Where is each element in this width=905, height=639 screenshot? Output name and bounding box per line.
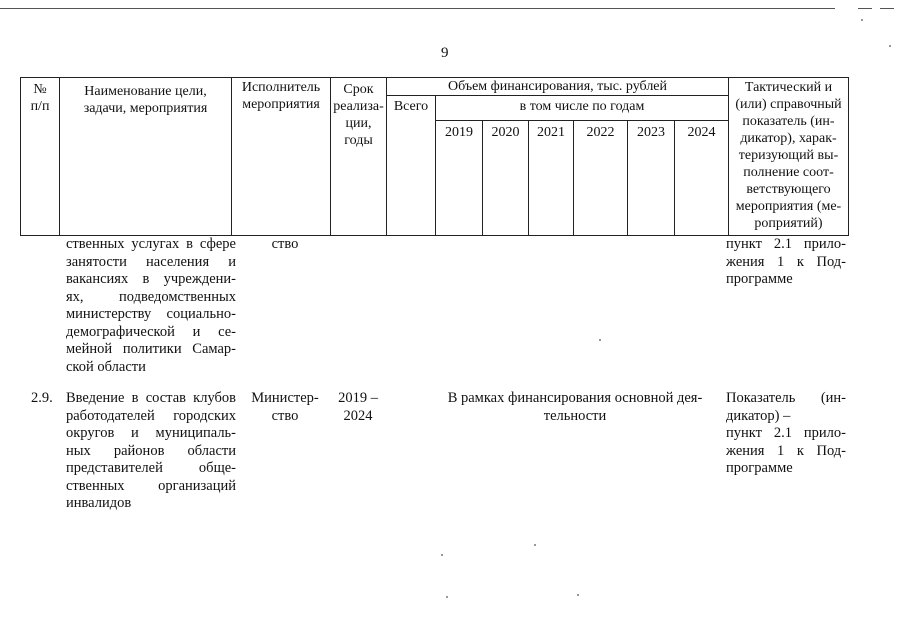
page-number: 9: [441, 45, 449, 61]
column-header-funding: Объем финансирования, тыс. рублей: [447, 79, 668, 94]
column-header-year: 2019: [445, 125, 473, 140]
row-2-9-number: 2.9.: [31, 390, 53, 406]
scan-speck: [577, 594, 579, 596]
scan-speck: [534, 544, 536, 546]
row-2-9-funding: В рамках финансирования основной дея- тельности: [447, 390, 703, 424]
column-header-by-years: в том числе по годам: [519, 99, 645, 114]
column-header-year: 2022: [586, 125, 615, 140]
scan-edge-mark: [858, 8, 872, 9]
scan-speck: [599, 339, 601, 341]
row-continued-name: ственных услугах в сфере занятости населения и вакансиях в учреждени- ях, подведомственных министерству социально- демографической и се- мейной политики Самар- ской области: [66, 236, 236, 375]
row-2-9-name: Введение в состав клубов работодателей городских округов и муниципаль- ных районов области представителей обще- ственных организаций инвалидов: [66, 390, 236, 511]
column-header-indicator: Тактический и (или) справочный показатель (ин- дикатор), харак- теризующий вы- полнение соот- ветствующего мероприятия (ме- роприятий): [735, 80, 842, 231]
column-header-year: 2021: [537, 125, 565, 140]
column-header-year: 2023: [637, 125, 665, 140]
column-header-total: Всего: [393, 99, 429, 114]
scan-speck: [889, 45, 891, 47]
row-2-9-executor: Министер- ство: [251, 390, 319, 424]
column-header-executor: Исполнитель мероприятия: [241, 80, 321, 112]
column-header-year: 2020: [491, 125, 520, 140]
row-2-9-term: 2019 – 2024: [338, 390, 378, 424]
scan-top-border: [0, 8, 835, 9]
column-header-name: Наименование цели, задачи, мероприятия: [83, 84, 208, 116]
column-header-number: № п/п: [30, 82, 50, 114]
row-continued-indicator: пункт 2.1 прило- жения 1 к Под- программе: [726, 236, 846, 287]
scan-edge-mark: [880, 8, 894, 9]
scan-speck: [861, 19, 863, 21]
scan-speck: [441, 554, 443, 556]
row-2-9-indicator: Показатель (ин- дикатор) – пункт 2.1 прило- жения 1 к Под- программе: [726, 390, 846, 476]
column-header-term: Срок реализа- ции, годы: [333, 82, 384, 148]
column-header-year: 2024: [687, 125, 716, 140]
scan-speck: [446, 596, 448, 598]
row-continued-executor: ство: [271, 236, 299, 252]
